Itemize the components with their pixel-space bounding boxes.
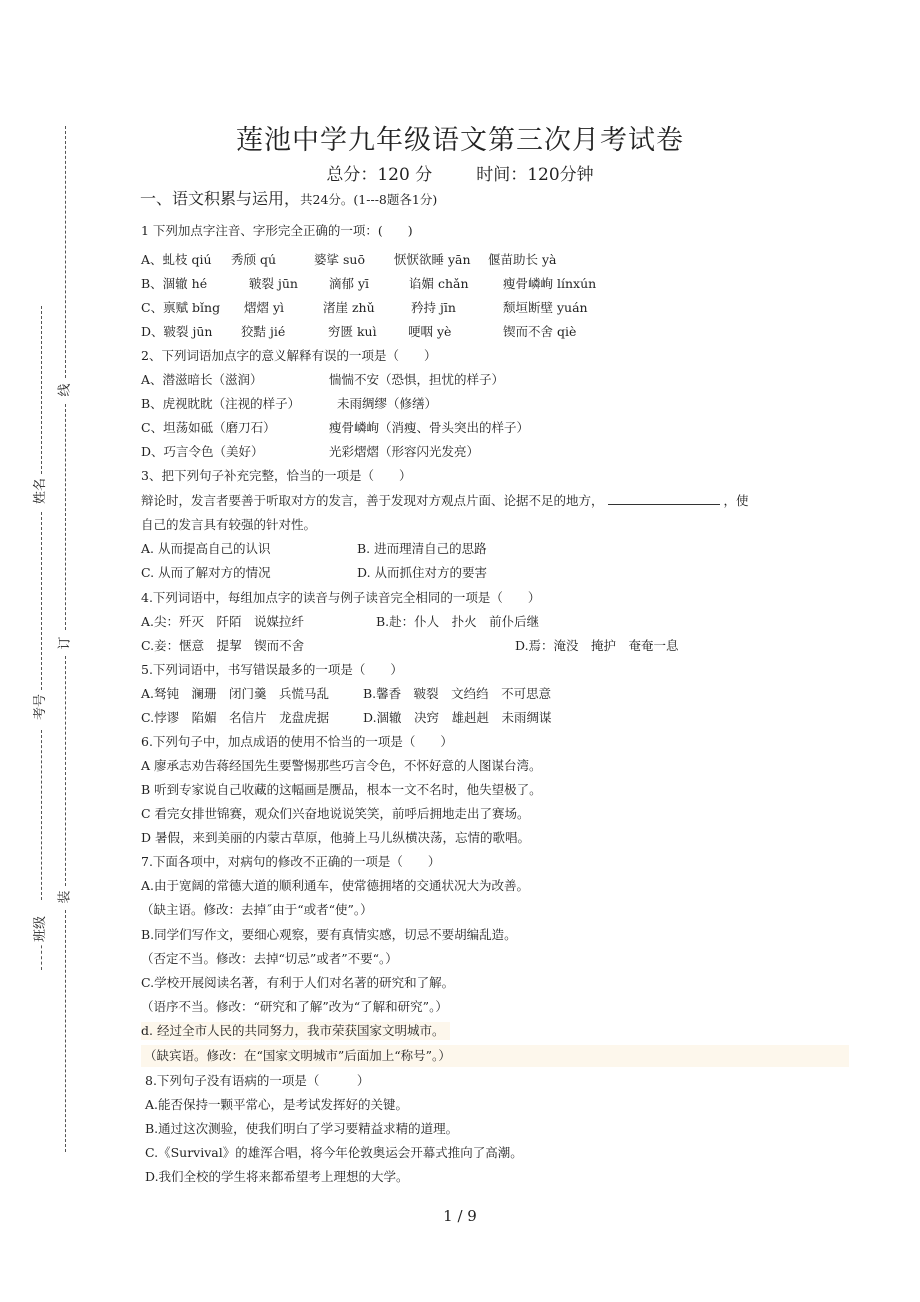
q3-row-cd: C. 从而了解对方的情况 D. 从而抓住对方的要害 [141, 565, 488, 580]
outer-dashed-line [41, 512, 42, 690]
outer-dashed-line [41, 940, 42, 970]
q1-row-d: D、皲裂 jūn 狡黠 jié 穷匮 kuì 哽咽 yè 锲而不舍 qiè [141, 324, 577, 339]
q7-option-b-note: （否定不当。修改：去掉“切忌”或者”不要“。） [141, 951, 398, 966]
q1-row-c: C、禀赋 bǐng 熠熠 yì 渚崖 zhǔ 矜持 jīn 颓垣断壁 yuán [141, 300, 588, 315]
q2-row-b: B、虎视眈眈（注视的样子） 未雨绸缪（修缮） [141, 396, 438, 411]
page-title: 莲池中学九年级语文第三次月考试卷 [236, 125, 684, 156]
section-heading: 一、语文积累与运用，共24分。(1---8题各1分) [140, 189, 438, 208]
q7-option-c: C.学校开展阅读名著，有利于人们对名著的研究和了解。 [141, 975, 455, 990]
total-score: 总分：120 分 [326, 165, 433, 185]
exam-meta [0, 160, 920, 185]
q6-stem: 6.下列句子中，加点成语的使用不恰当的一项是（ ） [141, 734, 453, 749]
q1-row-b: B、涸辙 hé 皲裂 jūn 滴郁 yī 谄媚 chǎn 瘦骨嶙峋 línxún [141, 276, 597, 291]
q1-stem: 1 下列加点字注音、字形完全正确的一项：( ) [141, 223, 413, 238]
answer-blank [608, 492, 720, 505]
q7-option-b: B.同学们写作文，要细心观察，要有真情实感，切忌不要胡编乱造。 [141, 927, 517, 942]
bind-label: 订 [57, 636, 73, 650]
inner-dashed-line [65, 656, 66, 886]
q5-stem: 5.下列词语中，书写错误最多的一项是（ ） [141, 662, 403, 677]
q8-stem: 8.下列句子没有语病的一项是（ ） [145, 1073, 370, 1088]
inner-dashed-line [65, 404, 66, 630]
binding-margin [0, 0, 120, 1302]
outer-dashed-line [41, 730, 42, 900]
q2-row-c: C、坦荡如砥（磨刀石） 瘦骨嶙峋（消瘦、骨头突出的样子） [141, 420, 530, 435]
page-number: 1 / 9 [443, 1207, 477, 1225]
q4-row-ab: A.尖：歼灭 阡陌 说媒拉纤 B.赴：仆人 扑火 前仆后继 [141, 614, 540, 629]
section-note: 共24分。(1---8题各1分) [300, 192, 438, 207]
q3-row-ab: A. 从而提高自己的认识 B. 进而理清自己的思路 [141, 541, 487, 556]
stitch-label: 装 [57, 890, 73, 904]
q5-row-ab: A.驽钝 澜珊 闭门羹 兵慌马乱 B.馨香 皲裂 文绉绉 不可思意 [141, 686, 552, 701]
q6-option-a: A 廖承志劝告蒋经国先生要警惕那些巧言令色，不怀好意的人图谋台湾。 [141, 758, 542, 773]
q3-sentence-cont: 自己的发言具有较强的针对性。 [141, 517, 317, 532]
exam-time: 时间：120分钟 [476, 165, 594, 185]
name-label: 姓名 [33, 477, 49, 505]
q3-sentence: 辩论时，发言者要善于听取对方的发言，善于发现对方观点片面、论据不足的地方， ，使 [141, 493, 749, 508]
q7-option-d-note: （缺宾语。修改：在“国家文明城市”后面加上“称号”。） [144, 1048, 451, 1063]
q2-row-d: D、巧言令色（美好） 光彩熠熠（形容闪光发亮） [141, 444, 480, 459]
q7-stem: 7.下面各项中，对病句的修改不正确的一项是（ ） [141, 854, 441, 869]
q8-option-a: A.能否保持一颗平常心，是考试发挥好的关键。 [145, 1097, 409, 1112]
q8-option-d: D.我们全校的学生将来都希望考上理想的大学。 [145, 1169, 409, 1184]
q4-row-cd: C.妾：惬意 提挈 锲而不舍 D.焉：淹没 掩护 奄奄一息 [141, 638, 679, 653]
outer-dashed-line [41, 306, 42, 474]
q6-option-b: B 听到专家说自己收藏的这幅画是赝品，根本一文不名时，他失望极了。 [141, 782, 542, 797]
q3-stem: 3、把下列句子补充完整，恰当的一项是（ ） [141, 468, 412, 483]
q2-stem: 2、下列词语加点字的意义解释有误的一项是（ ） [141, 348, 437, 363]
inner-dashed-line [65, 910, 66, 1152]
q7-option-a: A.由于宽阔的常德大道的顺利通车，使常德拥堵的交通状况大为改善。 [141, 878, 530, 893]
q8-option-b: B.通过这次测验，使我们明白了学习要精益求精的道理。 [145, 1121, 459, 1136]
q8-option-c: C.《Survival》的雄浑合唱，将今年伦敦奥运会开幕式推向了高潮。 [145, 1145, 523, 1160]
q2-row-a: A、潜滋暗长（滋润） 惴惴不安（恐惧，担忧的样子） [141, 372, 505, 387]
class-label: 班级 [33, 915, 49, 943]
exam-number-label: 考号 [33, 693, 49, 721]
q7-option-c-note: （语序不当。修改：“研究和了解”改为“了解和研究”。） [141, 999, 448, 1014]
q7-option-d: d. 经过全市人民的共同努力，我市荣获国家文明城市。 [141, 1022, 450, 1040]
q7-option-a-note: （缺主语。修改：去掉˝由于“或者“使”。） [141, 902, 373, 917]
q4-stem: 4.下列词语中，每组加点字的读音与例子读音完全相同的一项是（ ） [141, 590, 541, 605]
q6-option-d: D 暑假，来到美丽的内蒙古草原，他骑上马儿纵横决荡，忘情的歌唱。 [141, 830, 530, 845]
q6-option-c: C 看完女排世锦赛，观众们兴奋地说说笑笑，前呼后拥地走出了赛场。 [141, 806, 530, 821]
line-label: 线 [57, 383, 73, 397]
q5-row-cd: C.悖谬 陷媚 名信片 龙盘虎据 D.涸辙 决窍 雄赳赳 未雨绸谋 [141, 710, 552, 725]
q1-row-a: A、虬枝 qiú 秀颀 qú 婆挲 suō 恹恹欲睡 yān 偃苗助长 yà [141, 252, 557, 267]
